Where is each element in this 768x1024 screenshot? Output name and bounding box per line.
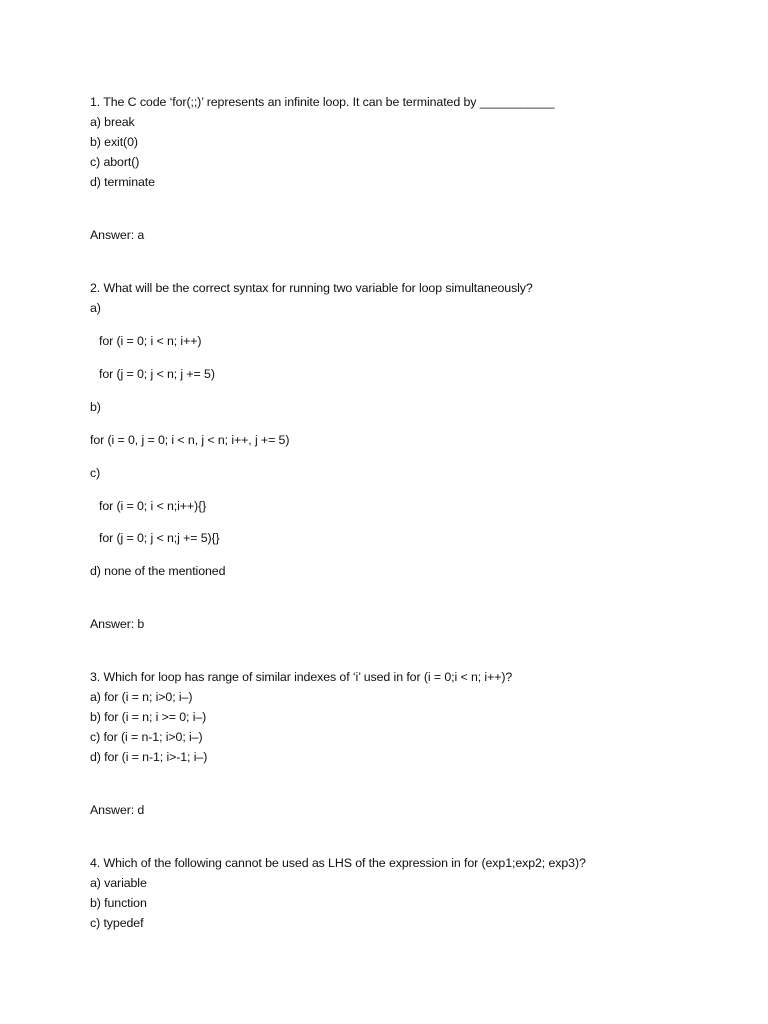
question-3-option-d: d) for (i = n-1; i>-1; i–)	[90, 750, 208, 764]
question-2-text: 2. What will be the correct syntax for running two variable for loop simultaneously?	[90, 281, 533, 295]
question-1-option-c: c) abort()	[90, 155, 140, 169]
question-2-option-c-label: c)	[90, 466, 101, 480]
question-2-option-b-line: for (i = 0, j = 0; i < n, j < n; i++, j += 5)	[90, 433, 290, 447]
question-1-answer: Answer: a	[90, 228, 145, 242]
question-3-option-c: c) for (i = n-1; i>0; i–)	[90, 730, 203, 744]
question-2-option-d: d) none of the mentioned	[90, 564, 226, 578]
question-2-option-c-line-2: for (j = 0; j < n;j += 5){}	[99, 531, 220, 545]
question-4-text: 4. Which of the following cannot be used as LHS of the expression in for (exp1;exp2; exp3)?	[90, 856, 586, 870]
question-4-option-b: b) function	[90, 896, 147, 910]
question-1-option-b: b) exit(0)	[90, 135, 138, 149]
question-2-answer: Answer: b	[90, 617, 145, 631]
question-2-option-a-line-1: for (i = 0; i < n; i++)	[99, 334, 202, 348]
question-2-option-a-line-2: for (j = 0; j < n; j += 5)	[99, 367, 215, 381]
question-1-option-a: a) break	[90, 115, 135, 129]
question-2-option-a-label: a)	[90, 301, 101, 315]
question-4-option-c: c) typedef	[90, 916, 144, 930]
question-4-option-a: a) variable	[90, 876, 147, 890]
question-3-answer: Answer: d	[90, 803, 145, 817]
question-3-text: 3. Which for loop has range of similar indexes of ‘i’ used in for (i = 0;i < n; i++)?	[90, 670, 513, 684]
question-3-option-a: a) for (i = n; i>0; i–)	[90, 690, 193, 704]
question-2-option-b-label: b)	[90, 400, 101, 414]
question-3-option-b: b) for (i = n; i >= 0; i–)	[90, 710, 207, 724]
question-1-option-d: d) terminate	[90, 175, 155, 189]
question-2-option-c-line-1: for (i = 0; i < n;i++){}	[99, 499, 207, 513]
question-1-text: 1. The C code ‘for(;;)’ represents an infinite loop. It can be terminated by ___________	[90, 95, 555, 109]
